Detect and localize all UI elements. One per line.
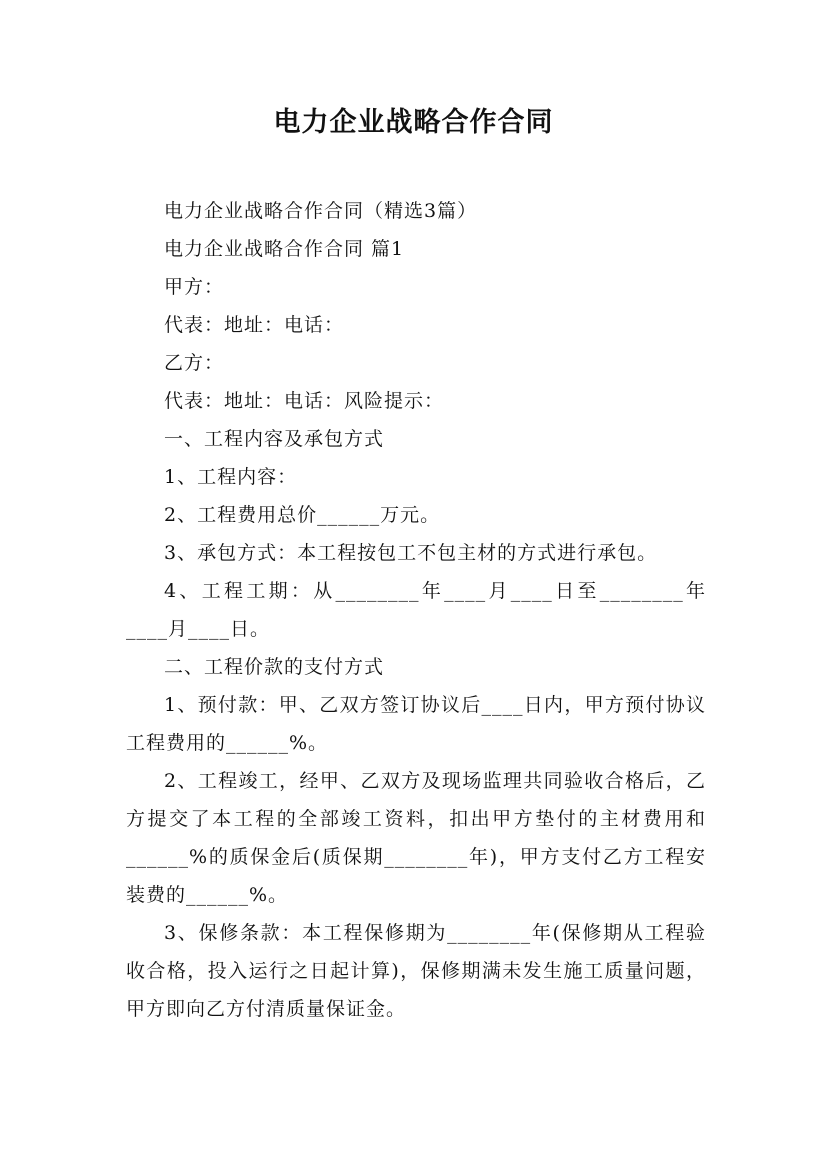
paragraph-clause-1-4: 4、工程工期：从________年____月____日至________年____月____日。 (126, 580, 706, 640)
paragraph-intro: 电力企业战略合作合同（精选3篇） (164, 200, 478, 222)
paragraph-party-a: 甲方： (164, 276, 225, 298)
paragraph-clause-1-2: 2、工程费用总价______万元。 (164, 504, 441, 526)
paragraph-clause-2-2: 2、工程竣工，经甲、乙双方及现场监理共同验收合格后，乙方提交了本工程的全部竣工资料，扣出甲方垫付的主材费用和______%的质保金后(质保期________年)，甲方支付乙方工程安装费的______%。 (126, 770, 706, 906)
paragraph-section-heading: 电力企业战略合作合同 篇1 (164, 238, 405, 260)
paragraph-party-b-contact: 代表：地址：电话：风险提示： (164, 390, 445, 412)
paragraph-clause-2-3: 3、保修条款：本工程保修期为________年(保修期从工程验收合格，投入运行之日起计算)，保修期满未发生施工质量问题，甲方即向乙方付清质量保证金。 (126, 922, 706, 1020)
paragraph-clause-2-1: 1、预付款：甲、乙双方签订协议后____日内，甲方预付协议工程费用的______%。 (126, 694, 706, 754)
paragraph-party-a-contact: 代表：地址：电话： (164, 314, 345, 336)
document-body (126, 192, 706, 1028)
paragraph-clause-two-heading: 二、工程价款的支付方式 (164, 656, 385, 678)
paragraph-clause-1-3: 3、承包方式：本工程按包工不包主材的方式进行承包。 (164, 542, 658, 564)
paragraph-party-b: 乙方： (164, 352, 225, 374)
paragraph-clause-one-heading: 一、工程内容及承包方式 (164, 428, 385, 450)
document-title: 电力企业战略合作合同 (273, 107, 554, 138)
paragraph-clause-1-1: 1、工程内容： (164, 466, 298, 488)
